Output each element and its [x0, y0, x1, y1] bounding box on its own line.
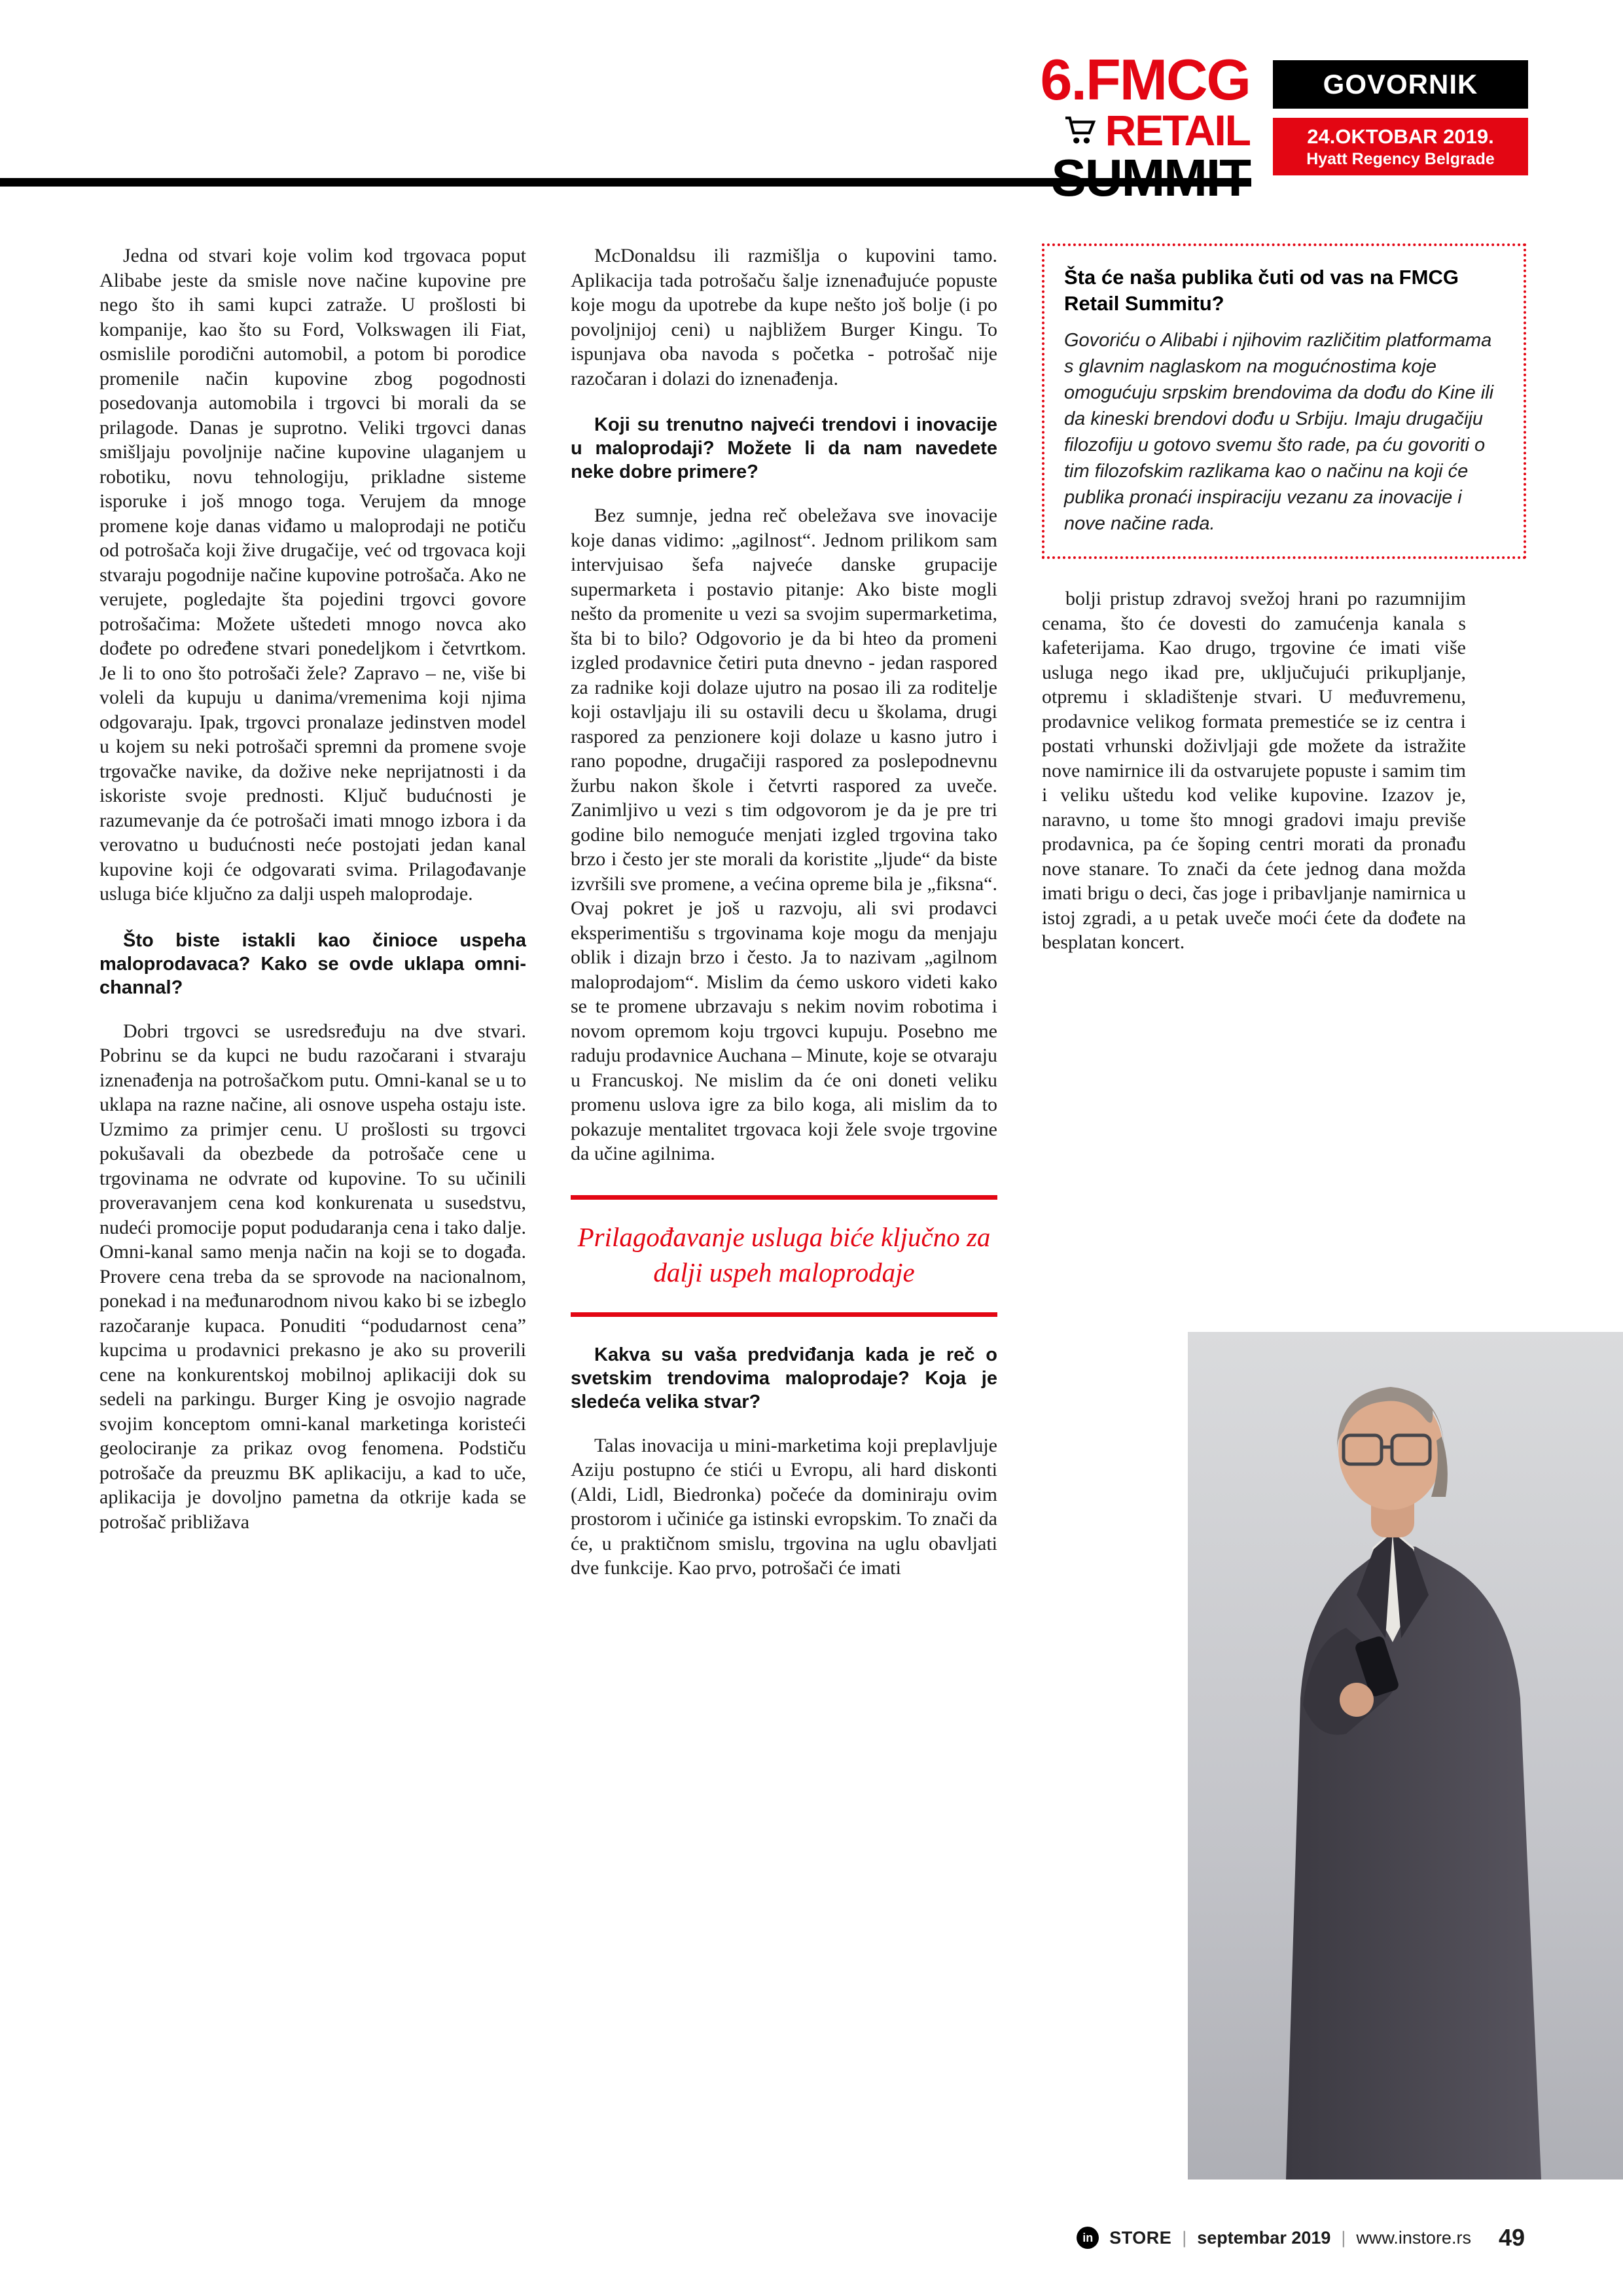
sidebar-title: Šta će naša publika čuti od vas na FMCG Retail Summitu? — [1064, 266, 1459, 315]
logo-line-1: 6.FMCG — [1040, 47, 1250, 112]
sidebar-body: Govoriću o Alibabi i njihovim različitim platformama s glavnim naglaskom na mogućnostima koje omogućuju srpskim brendovima da dođu do Kine ili da kineski brendovi dođu u Srbiju. Imaju drugačiju filozofiju u gotovo svemu što rade, pa ću govoriti o tim filozofskim razlikama kao o načinu na koji će publika pronaći inspiraciju vezanu za inovacije i nove načine rada. — [1064, 330, 1494, 534]
footer-website: www.instore.rs — [1356, 2227, 1471, 2248]
logo-retail-word: RETAIL — [1105, 105, 1250, 154]
interview-question: Kakva su vaša predviđanja kada je reč o svetskim trendovima maloprodaje? Koja je sledeća velika stvar? — [571, 1344, 997, 1412]
page-footer — [1077, 2224, 1525, 2251]
speaker-badge: GOVORNIK — [1273, 60, 1528, 109]
article-column-3 — [1042, 243, 1526, 955]
speaker-photo — [1188, 1332, 1623, 2179]
interview-question: Koji su trenutno najveći trendovi i inovacije u maloprodaji? Možete li da nam navedete neke dobre primere? — [571, 414, 997, 482]
article-paragraph: bolji pristup zdravoj svežoj hrani po razumnijim cenama, što će dovesti do zamućenja kanala s kafeterijama. Kao drugo, trgovine će imati više usluga nego ikad pre, uključujući prikupljanje, otpremu i skladištenje stvari. U međuvremenu, prodavnice velikog formata premestiće se iz centra i postati vrhunski doživljaji gde možete da istražite nove namirnice ili da ostvarujete popuste i samim tim i veliku uštedu kod velike kupovine. Izazov je, naravno, u tome što mnogi gradovi imaju previše prodavnica, pa će šoping centri morati da pronađu nove stanare. To znači da ćete jednog dana možda imati brigu o deci, čas joge i pribavljanje namirnica u istoj zgradi, a u petak uveče moći ćete da dođete na besplatan koncert. — [1042, 588, 1466, 953]
pull-quote: Prilagođavanje usluga biće ključno za dalji uspeh maloprodaje — [571, 1195, 997, 1317]
footer-divider: | — [1182, 2227, 1187, 2248]
article-paragraph: Bez sumnje, jedna reč obeležava sve inovacije koje danas vidimo: „agilnost“. Jednom prilikom sam intervjuisao šefa najveće danske grupacije supermarketa i postavio pitanje: Ako biste mogli nešto da promenite u vezi sa svojim supermarketima, šta bi to bilo? Odgovorio je da bi hteo da promeni izgled prodavnice četiri puta dnevno - jedan raspored za radnike koji dolaze ujutro na posao ili za roditelje koji ostavljaju ili su ostavili decu u školama, drugi raspored za penzionere koji dolaze u kasno jutro i rano popodne, drugačiji raspored za poslepodnevnu žurbu nakon škole i četvrti raspored za uveče. Zanimljivo u vezi s tim odgovorom je da je pre tri godine bilo nemoguće menjati izgled trgovina tako brzo i često jer ste morali da koristite „ljude“ da biste izvršili sve promene, a većina opreme bila je „fiksna“. Ovaj pokret je još u razvoju, ali svi prodavci eksperimentišu s trgovinama koje mogu da menjaju oblik i dizajn brzo i često. Ja to nazivam „agilnom maloprodajom“. Mislim da ćemo uskoro videti kako se te promene ubrzavaju s nekim novim robotima i novom opremom koju trgovci kupuju. Posebno me raduju prodavnice Auchana – Minute, koje se otvaraju u Francuskoj. Ne mislim da će oni doneti veliku promenu uslova igre za bilo koga, ali mislim da to pokazuje mentalitet trgovaca koji žele svoje trgovine da učine agilnima. — [571, 505, 997, 1164]
page-number: 49 — [1498, 2224, 1525, 2251]
article-paragraph: McDonaldsu ili razmišlja o kupovini tamo. Aplikacija tada potrošaču šalje iznenađujuće popuste koje mogu da upotrebe da kupe nešto još bolje (i po povoljnijoj ceni) u najbližem Burger Kingu. To ispunjava oba navoda s početka - potrošač nije razočaran i dolazi do iznenađenja. — [571, 245, 997, 389]
event-info-box — [1273, 118, 1528, 175]
article-paragraph: Dobri trgovci se usredsređuju na dve stvari. Pobrinu se da kupci ne budu razočarani i stvaraju iznenađenja na potrošačkom putu. Omni-kanal se u to uklapa na razne načine, ali osnove uspeha ostaju iste. Uzmimo za primjer cenu. U prošlosti su trgovci pokušavali da obezbede da potrošače cene u trgovinama ne odvrate od kupovine. To su učinili proveravanjem cena kod konkurenata u susedstvu, nudeći promocije poput podudaranja cena i tako dalje. Omni-kanal samo menja način na koji se to događa. Provere cena treba da se sprovode na nacionalnom, ponekad i na međunarodnom nivou kako bi se izbeglo razočaranje kupaca. Ponuditi “podudarnost cena” kupcima u prodavnici prekasno je ako su proverili cene na konkurentskoj mobilnoj aplikaciji dok su sedeli na parkingu. Burger King je osvojio nagrade svojim konceptom omni-kanal marketinga koristeći geolociranje za prikaz ovog fenomena. Podstiču potrošače da preuzmu BK aplikaciju, a kad to uče, aplikacija je dovoljno pametna da otkrije kada se potrošač približava — [99, 1020, 526, 1533]
logo-line-2 — [1021, 105, 1250, 154]
article-paragraph: Jedna od stvari koje volim kod trgovaca poput Alibabe jeste da smisle nove načine kupovine pre nego što ih sami kupci zatraže. U prošlosti bi kompanije, kao što su Ford, Volkswagen ili Fiat, osmislile porodični automobil, a potom bi porodice promenile način kupovine zbog pogodnosti posedovanja automobila i trgovci bi morali da se prilagode. Danas je suprotno. Veliki trgovci danas smišljaju povoljnije načine kupovine ulaganjem u robotiku, novu tehnologiju, prikladne sisteme isporuke i još mnogo toga. Verujem da mnoge promene koje danas viđamo u maloprodaji ne potiču od potrošača koji žive drugačije, već od trgovaca koji stvaraju pogodnije načine kupovine potrošača. Ako ne verujete, pogledajte šta pojedini trgovci govore potrošačima: Možete uštedeti mnogo novca ako dođete po određene stvari ponedeljkom i četvrtkom. Je li to ono što potrošači žele? Zapravo – ne, više bi voleli da kupuju u danima/vremenima koji njima odgovaraju. Ipak, trgovci pronalaze jedinstven model u kojem su neki potrošači spremni da promene svoje trgovačke navike, da dožive neke neprijatnosti i da iskoriste svoje prednosti. Ključ budućnosti je razumevanje da će potrošači imati mnogo izbora i da verovatno u budućnosti neće postojati jedan kanal kupovine koji će odgovarati svima. Prilagođavanje usluga biće ključno za dalji uspeh maloprodaje. — [99, 245, 526, 905]
footer-brand: STORE — [1109, 2227, 1172, 2248]
instore-logo-icon: in — [1077, 2227, 1099, 2249]
header-rule — [0, 178, 1251, 187]
article-column-2 — [571, 243, 997, 2194]
article-column-1 — [99, 243, 526, 2194]
hand — [1340, 1683, 1374, 1717]
event-date: 24.OKTOBAR 2019. — [1307, 124, 1494, 148]
summit-sidebar-box — [1042, 243, 1526, 559]
footer-issue: septembar 2019 — [1197, 2227, 1331, 2248]
event-venue: Hyatt Regency Belgrade — [1306, 149, 1495, 168]
shopping-cart-icon — [1063, 115, 1097, 145]
footer-divider: | — [1341, 2227, 1346, 2248]
interview-question: Što biste istakli kao činioce uspeha maloprodavaca? Kako se ovde uklapa omni-channal? — [99, 929, 526, 998]
article-paragraph: Talas inovacija u mini-marketima koji preplavljuje Aziju postupno će stići u Evropu, ali hard diskonti (Aldi, Lidl, Biedronka) počeće da dominiraju ovim prostorom i učiniće ga istinski evropskim. To znači da će, u praktičnom smislu, trgovina na uglu obavljati dve funkcije. Kao prvo, potrošači će imati — [571, 1434, 997, 1579]
suit — [1286, 1547, 1541, 2179]
